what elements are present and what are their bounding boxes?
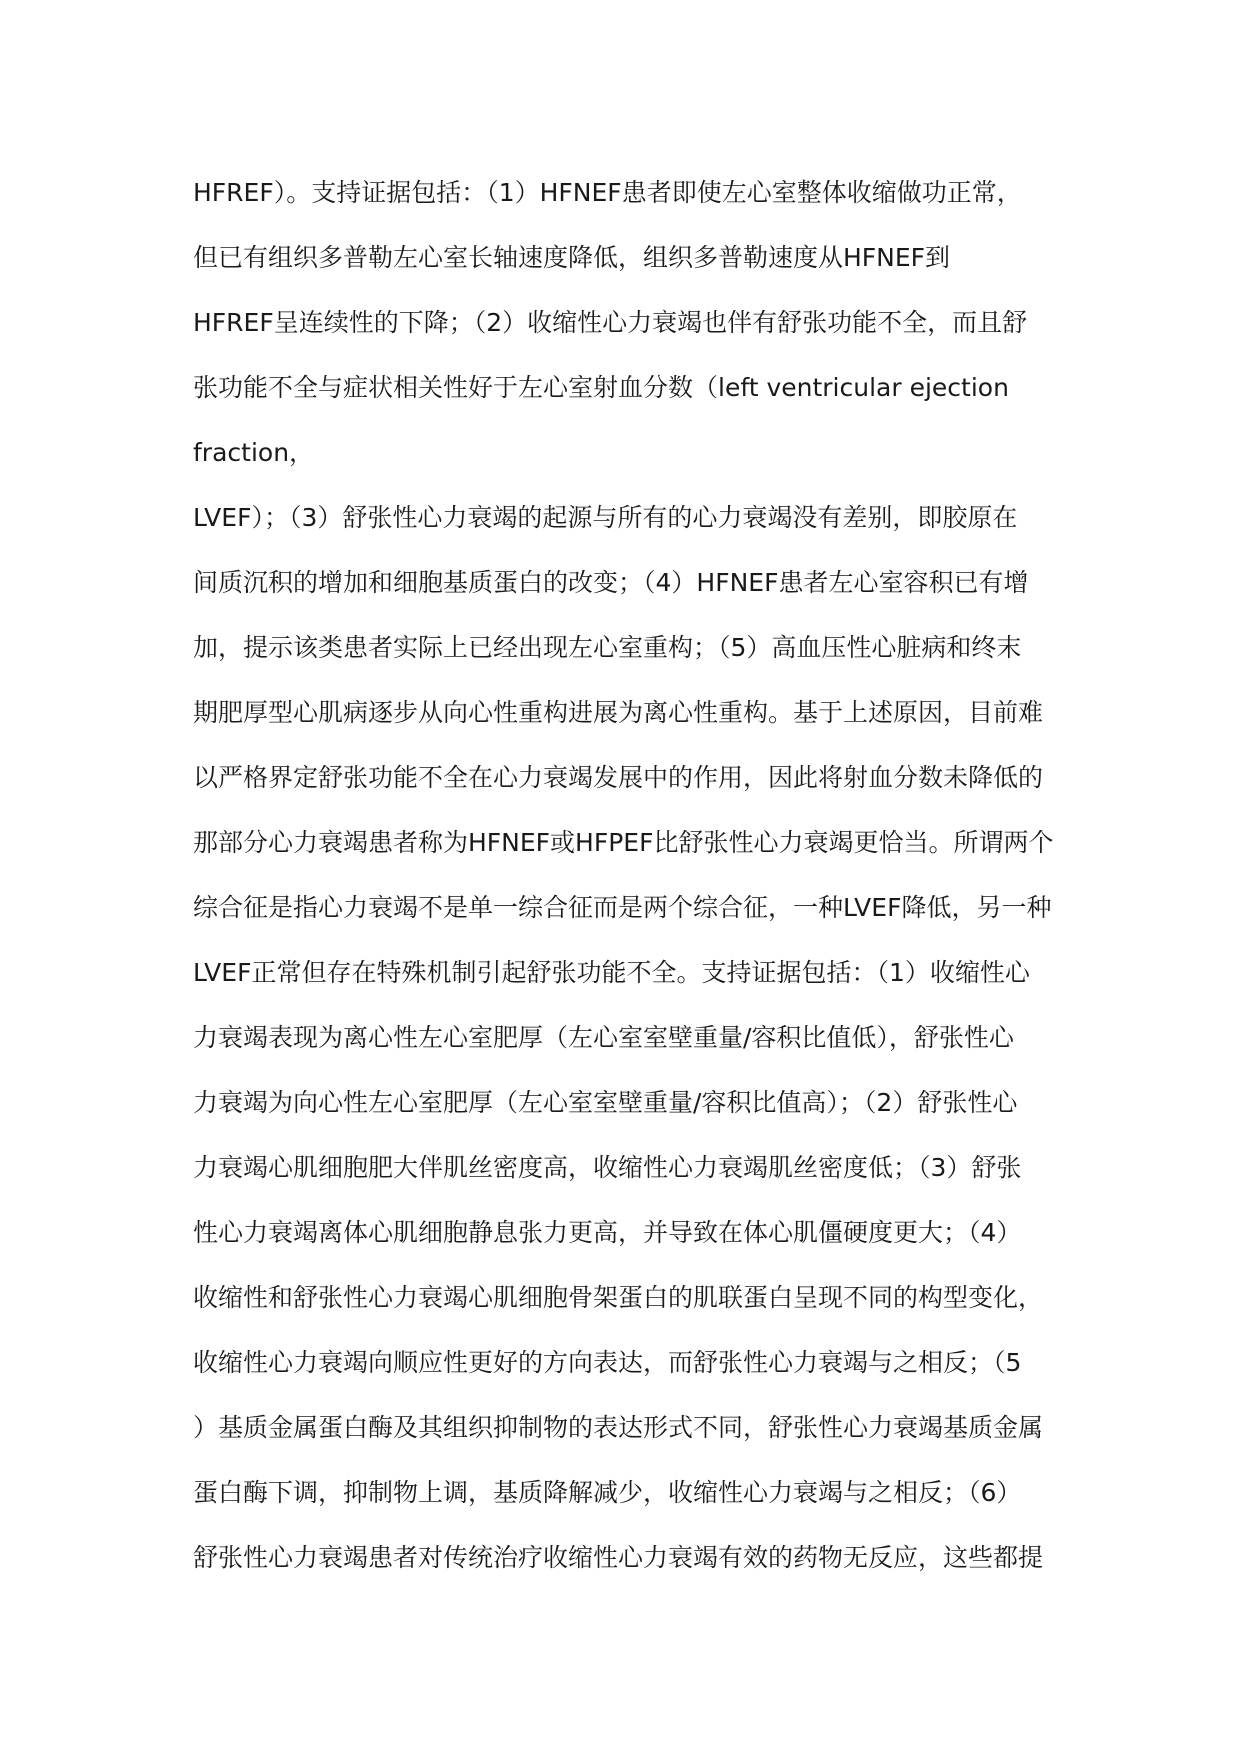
text-line-11: 那部分心力衰竭患者称为HFNEF或HFPEF比舒张性心力衰竭更恰当。所谓两个: [193, 828, 1054, 857]
text-line-16: 力衰竭心肌细胞肥大伴肌丝密度高，收缩性心力衰竭肌丝密度低；（3）舒张: [193, 1153, 1022, 1182]
text-line-12: 综合征是指心力衰竭不是单一综合征而是两个综合征，一种LVEF降低，另一种: [193, 893, 1052, 922]
text-line-3: HFREF呈连续性的下降；（2）收缩性心力衰竭也伴有舒张功能不全，而且舒: [193, 308, 1028, 337]
text-line-18: 收缩性和舒张性心力衰竭心肌细胞骨架蛋白的肌联蛋白呈现不同的构型变化，: [193, 1283, 1044, 1312]
text-line-2: 但已有组织多普勒左心室长轴速度降低，组织多普勒速度从HFNEF到: [193, 243, 951, 272]
text-line-21: 蛋白酶下调，抑制物上调，基质降解减少，收缩性心力衰竭与之相反；（6）: [193, 1478, 1022, 1507]
text-line-17: 性心力衰竭离体心肌细胞静息张力更高，并导致在体心肌僵硬度更大；（4）: [193, 1218, 1022, 1247]
text-line-9: 期肥厚型心肌病逐步从向心性重构进展为离心性重构。基于上述原因，目前难: [193, 698, 1044, 727]
text-line-1: HFREF）。支持证据包括：（1）HFNEF患者即使左心室整体收缩做功正常，: [193, 178, 1022, 207]
text-line-8: 加，提示该类患者实际上已经出现左心室重构；（5）高血压性心脏病和终末: [193, 633, 1022, 662]
text-line-4: 张功能不全与症状相关性好于左心室射血分数（left ventricular ejection: [193, 373, 1009, 402]
text-line-19: 收缩性心力衰竭向顺应性更好的方向表达，而舒张性心力衰竭与之相反；（5: [193, 1348, 1022, 1377]
text-line-5: fraction，: [193, 438, 315, 467]
text-line-15: 力衰竭为向心性左心室肥厚（左心室室壁重量/容积比值高）；（2）舒张性心: [193, 1088, 1018, 1117]
body-text: [193, 160, 1073, 1590]
text-line-10: 以严格界定舒张功能不全在心力衰竭发展中的作用，因此将射血分数未降低的: [193, 763, 1044, 792]
text-line-20: ）基质金属蛋白酶及其组织抑制物的表达形式不同，舒张性心力衰竭基质金属: [193, 1413, 1044, 1442]
text-line-7: 间质沉积的增加和细胞基质蛋白的改变；（4）HFNEF患者左心室容积已有增: [193, 568, 1029, 597]
text-line-22: 舒张性心力衰竭患者对传统治疗收缩性心力衰竭有效的药物无反应，这些都提: [193, 1543, 1044, 1572]
text-line-13: LVEF正常但存在特殊机制引起舒张功能不全。支持证据包括：（1）收缩性心: [193, 958, 1030, 987]
text-line-6: LVEF）；（3）舒张性心力衰竭的起源与所有的心力衰竭没有差别，即胶原在: [193, 503, 1018, 532]
text-line-14: 力衰竭表现为离心性左心室肥厚（左心室室壁重量/容积比值低），舒张性心: [193, 1023, 1014, 1052]
